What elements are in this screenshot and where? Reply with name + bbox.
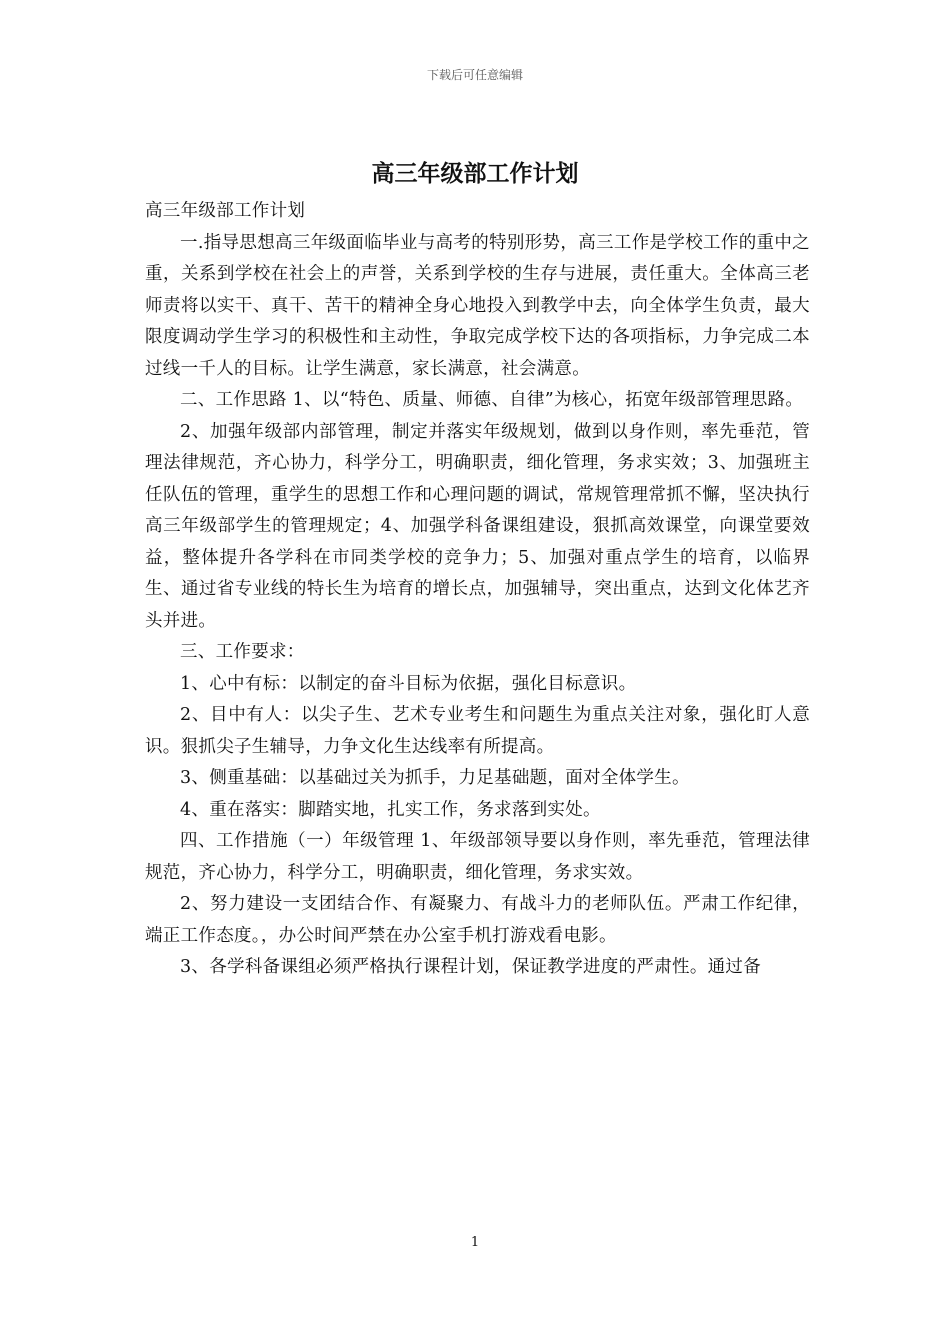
paragraph: 四、工作措施（一）年级管理 1、年级部领导要以身作则，率先垂范，管理法律规范，齐心协力，科学分工，明确职责，细化管理，务求实效。 [145, 831, 810, 883]
paragraph: 2、加强年级部内部管理，制定并落实年级规划，做到以身作则，率先垂范，管理法律规范，齐心协力，科学分工，明确职责，细化管理，务求实效；3、加强班主任队伍的管理，重学生的思想工作和心理问题的调试，常规管理常抓不懈，坚决执行高三年级部学生的管理规定；4、加强学科备课组建设，狠抓高效课堂，向课堂要效益，整体提升各学科在市同类学校的竞争力；5、加强对重点学生的培育，以临界生、通过省专业线的特长生为培育的增长点，加强辅导，突出重点，达到文化体艺齐头并进。 [145, 421, 810, 631]
paragraph: 3、侧重基础：以基础过关为抓手，力足基础题，面对全体学生。 [180, 768, 690, 788]
paragraph: 2、目中有人：以尖子生、艺术专业考生和问题生为重点关注对象，强化盯人意识。狠抓尖子生辅导，力争文化生达线率有所提高。 [145, 705, 810, 757]
paragraph: 三、工作要求： [180, 642, 305, 662]
paragraph-subtitle: 高三年级部工作计划 [145, 201, 306, 221]
paragraph: 1、心中有标：以制定的奋斗目标为依据，强化目标意识。 [180, 673, 637, 694]
paragraph: 2、努力建设一支团结合作、有凝聚力、有战斗力的老师队伍。严肃工作纪律，端正工作态度。，办公时间严禁在办公室手机打游戏看电影。 [145, 894, 810, 946]
page-number: 1 [470, 1235, 480, 1250]
paragraph: 一.指导思想高三年级面临毕业与高考的特别形势，高三工作是学校工作的重中之重，关系到学校在社会上的声誉，关系到学校的生存与进展，责任重大。全体高三老师责将以实干、真干、苦干的精神全身心地投入到教学中去，向全体学生负责，最大限度调动学生学习的积极性和主动性，争取完成学校下达的各项指标，力争完成二本过线一千人的目标。让学生满意，家长满意，社会满意。 [145, 232, 810, 379]
paragraph: 二、工作思路 1、以“特色、质量、师德、自律”为核心，拓宽年级部管理思路。 [180, 390, 804, 410]
paragraph: 3、各学科备课组必须严格执行课程计划，保证教学进度的严肃性。通过备 [180, 957, 762, 977]
paragraph: 4、重在落实：脚踏实地，扎实工作，务求落到实处。 [180, 799, 601, 820]
document-title: 高三年级部工作计划 [371, 161, 579, 187]
document-body [145, 196, 810, 984]
header-note: 下载后可任意编辑 [426, 68, 523, 82]
